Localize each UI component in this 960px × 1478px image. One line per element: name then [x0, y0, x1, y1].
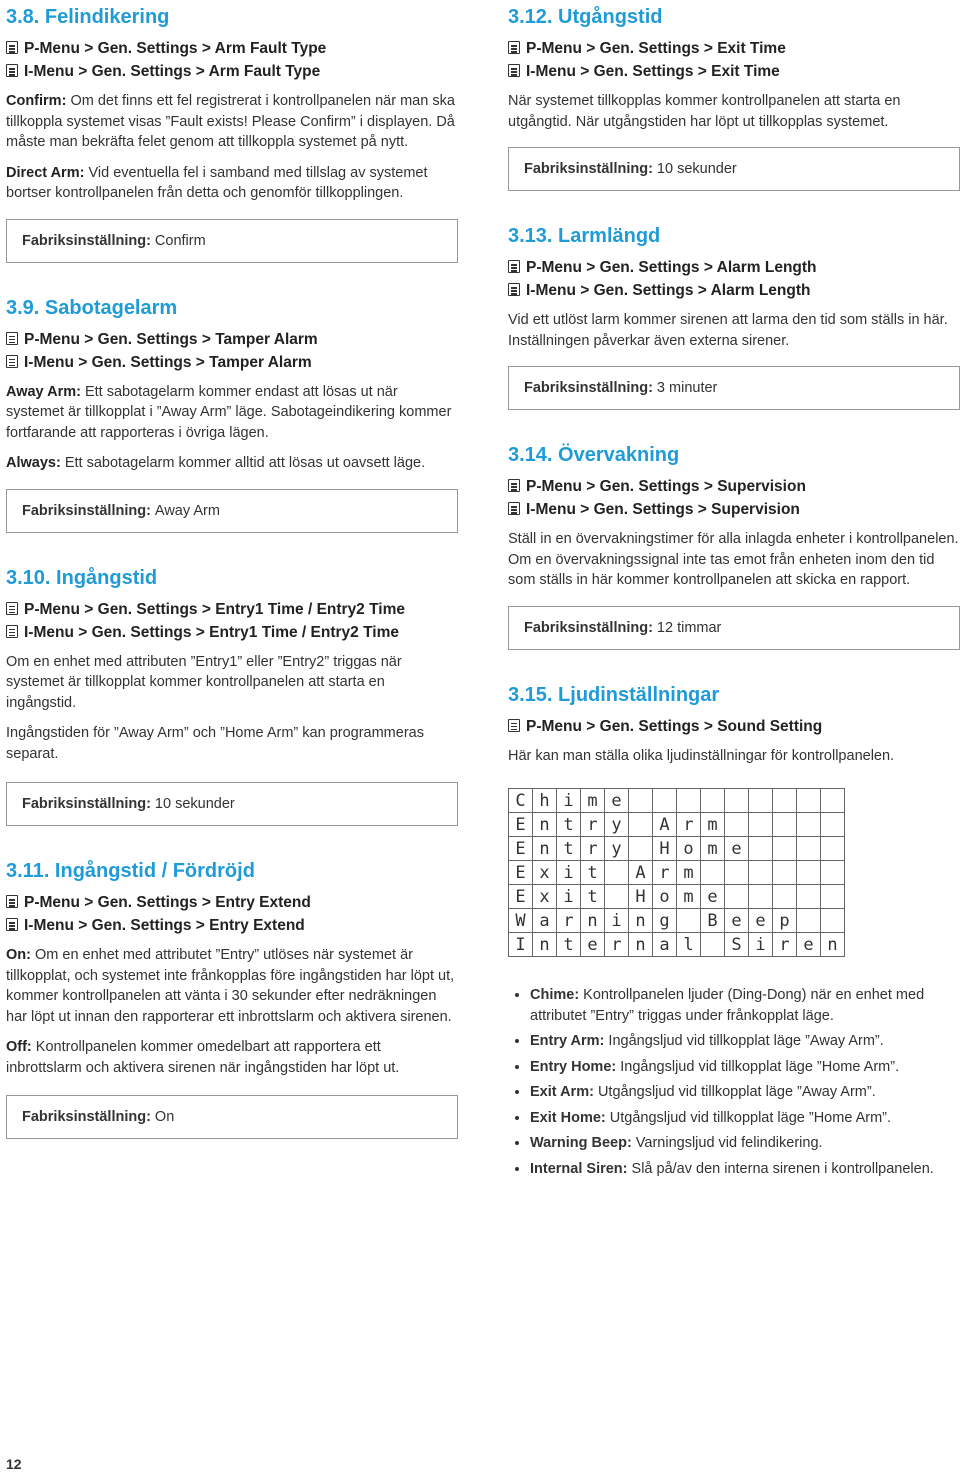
lcd-cell: e	[605, 789, 629, 813]
lcd-cell: C	[509, 789, 533, 813]
lcd-cell	[797, 789, 821, 813]
lcd-cell	[701, 861, 725, 885]
list-item: • Exit Arm: Utgångsljud vid tillkopplat läge ”Away Arm”.	[530, 1082, 960, 1103]
section-title: 3.10. Ingångstid	[6, 566, 158, 589]
document-icon	[508, 283, 520, 296]
paragraph: Confirm: Om det finns ett fel registrerat i kontrollpanelen när man ska tillkoppla systemet visas ”Fault exists! Please Confirm” i displayen. Då måste man bekräfta felet genom att tillkoppla systemet på nytt.	[6, 93, 455, 150]
lcd-cell: m	[677, 861, 701, 885]
lcd-cell: x	[533, 885, 557, 909]
lcd-cell	[605, 885, 629, 909]
lcd-cell	[821, 885, 845, 909]
paragraph: Always: Ett sabotagelarm kommer alltid att lösas ut oavsett läge.	[6, 455, 426, 471]
section-3-15	[508, 650, 960, 1180]
document-icon	[6, 602, 18, 615]
lcd-cell	[821, 909, 845, 933]
lcd-cell: n	[581, 909, 605, 933]
lcd-cell: x	[533, 861, 557, 885]
document-icon	[508, 260, 520, 273]
lcd-cell: a	[653, 933, 677, 957]
menu-path-p: P-Menu > Gen. Settings > Entry1 Time / Entry2 Time	[6, 598, 458, 621]
document-icon	[508, 64, 520, 77]
lcd-cell	[797, 861, 821, 885]
list-item: • Exit Home: Utgångsljud vid tillkopplat läge ”Home Arm”.	[530, 1108, 960, 1129]
section-title: 3.15. Ljudinställningar	[508, 683, 720, 706]
lcd-cell: A	[629, 861, 653, 885]
lcd-cell: o	[677, 837, 701, 861]
lcd-cell: E	[509, 837, 533, 861]
document-icon	[508, 479, 520, 492]
menu-path-i: I-Menu > Gen. Settings > Alarm Length	[508, 279, 960, 302]
paragraph: On: Om en enhet med attributet ”Entry” utlöses när systemet är tillkopplat, och systemet inte frånkopplas före ingångstiden har löpt ut, kommer kontrollpanelen att vänta i 30 sekunder efter nedräkningen har löpt ut innan den rapporterar ett inbrottslarm och aktivera sirenen.	[6, 947, 455, 1025]
lcd-cell	[605, 861, 629, 885]
lcd-cell: H	[629, 885, 653, 909]
lcd-cell: o	[653, 885, 677, 909]
left-column	[6, 0, 458, 1139]
menu-path-i: I-Menu > Gen. Settings > Tamper Alarm	[6, 351, 458, 374]
lcd-cell: e	[797, 933, 821, 957]
lcd-cell	[821, 813, 845, 837]
lcd-cell: S	[725, 933, 749, 957]
lcd-row	[509, 909, 845, 933]
lcd-cell	[821, 837, 845, 861]
document-icon	[6, 918, 18, 931]
lcd-cell	[749, 789, 773, 813]
section-title: 3.9. Sabotagelarm	[6, 296, 178, 319]
list-item: • Internal Siren: Slå på/av den interna sirenen i kontrollpanelen.	[530, 1159, 960, 1180]
lcd-cell: m	[701, 837, 725, 861]
lcd-cell: g	[653, 909, 677, 933]
lcd-cell: p	[773, 909, 797, 933]
lcd-cell	[749, 813, 773, 837]
lcd-cell	[629, 789, 653, 813]
default-setting-box: Fabriksinställning: Away Arm	[6, 489, 458, 533]
document-icon	[6, 332, 18, 345]
lcd-cell	[725, 885, 749, 909]
lcd-row	[509, 837, 845, 861]
sound-setting-list	[508, 985, 960, 1179]
lcd-cell: r	[557, 909, 581, 933]
lcd-cell: e	[749, 909, 773, 933]
menu-path-i: I-Menu > Gen. Settings > Entry1 Time / Entry2 Time	[6, 621, 458, 644]
section-3-13	[508, 191, 960, 410]
document-icon	[6, 41, 18, 54]
list-item: • Entry Arm: Ingångsljud vid tillkopplat läge ”Away Arm”.	[530, 1031, 960, 1052]
list-item: • Warning Beep: Varningsljud vid felindikering.	[530, 1133, 960, 1154]
lcd-cell: m	[581, 789, 605, 813]
document-icon	[6, 64, 18, 77]
lcd-cell	[797, 813, 821, 837]
list-item: • Chime: Kontrollpanelen ljuder (Ding-Dong) när en enhet med attributet ”Entry” triggas under frånkopplat läge.	[530, 985, 960, 1026]
lcd-cell: t	[557, 933, 581, 957]
menu-path-p: P-Menu > Gen. Settings > Arm Fault Type	[6, 37, 458, 60]
paragraph: Away Arm: Ett sabotagelarm kommer endast att lösas ut när systemet är tillkopplat i ”Away Arm” läge. Sabotageindikering kommer fortfarande att rapporteras i övriga lägen.	[6, 383, 452, 441]
menu-path-p: P-Menu > Gen. Settings > Supervision	[508, 475, 960, 498]
lcd-cell: i	[557, 885, 581, 909]
lcd-cell	[773, 789, 797, 813]
lcd-cell	[629, 813, 653, 837]
lcd-cell	[653, 789, 677, 813]
menu-path-p: P-Menu > Gen. Settings > Alarm Length	[508, 256, 960, 279]
lcd-cell: I	[509, 933, 533, 957]
lcd-cell: r	[605, 933, 629, 957]
lcd-cell	[749, 861, 773, 885]
section-title: 3.13. Larmlängd	[508, 225, 661, 247]
section-title: 3.8. Felindikering	[6, 6, 170, 28]
lcd-row	[509, 885, 845, 909]
lcd-cell	[821, 789, 845, 813]
section-3-8	[6, 0, 458, 263]
default-setting-box: Fabriksinställning: 10 sekunder	[508, 147, 960, 191]
lcd-cell: n	[533, 933, 557, 957]
lcd-cell: E	[509, 885, 533, 909]
document-icon	[508, 502, 520, 515]
lcd-cell: i	[557, 861, 581, 885]
lcd-cell: m	[701, 813, 725, 837]
lcd-cell: t	[581, 861, 605, 885]
lcd-cell: y	[605, 837, 629, 861]
lcd-row	[509, 861, 845, 885]
lcd-cell	[797, 885, 821, 909]
lcd-cell: e	[581, 933, 605, 957]
section-title: 3.12. Utgångstid	[508, 6, 663, 28]
lcd-cell: A	[653, 813, 677, 837]
lcd-cell: r	[581, 813, 605, 837]
lcd-cell	[725, 789, 749, 813]
list-item: • Entry Home: Ingångsljud vid tillkopplat läge ”Home Arm”.	[530, 1057, 960, 1078]
lcd-cell: h	[533, 789, 557, 813]
page-number: 12	[6, 1456, 22, 1472]
document-icon	[6, 625, 18, 638]
lcd-cell	[773, 861, 797, 885]
lcd-cell	[773, 885, 797, 909]
lcd-cell	[629, 837, 653, 861]
lcd-cell: t	[581, 885, 605, 909]
lcd-cell: e	[725, 837, 749, 861]
menu-path-p: P-Menu > Gen. Settings > Tamper Alarm	[6, 328, 458, 351]
lcd-cell: n	[629, 909, 653, 933]
lcd-cell	[797, 909, 821, 933]
lcd-cell: n	[629, 933, 653, 957]
lcd-cell: t	[557, 837, 581, 861]
menu-path-i: I-Menu > Gen. Settings > Entry Extend	[6, 914, 458, 937]
document-icon	[6, 895, 18, 908]
document-icon	[508, 719, 520, 732]
default-setting-box: Fabriksinställning: Confirm	[6, 219, 458, 263]
lcd-cell: i	[749, 933, 773, 957]
lcd-cell	[749, 885, 773, 909]
lcd-cell	[725, 861, 749, 885]
document-icon	[6, 355, 18, 368]
section-3-10	[6, 533, 458, 827]
paragraph: Direct Arm: Vid eventuella fel i samband med tillslag av systemet bortser kontrollpanelen från detta och genomför tillkopplingen.	[6, 164, 428, 201]
lcd-cell: B	[701, 909, 725, 933]
lcd-cell: W	[509, 909, 533, 933]
lcd-cell: m	[677, 885, 701, 909]
lcd-cell	[749, 837, 773, 861]
section-title: 3.11. Ingångstid / Fördröjd	[6, 860, 255, 882]
right-column	[508, 0, 960, 1184]
paragraph: När systemet tillkopplas kommer kontrollpanelen att starta en utgångtid. När utgångstiden har löpt ut tillkopplas systemet.	[508, 93, 901, 130]
paragraph: Ställ in en övervakningstimer för alla inlagda enheter i kontrollpanelen. Om en övervakningssignal inte tas emot från enheten inom den tid som ställs in här kommer kontrollpanelen att skicka en rapport.	[508, 531, 959, 588]
lcd-cell	[797, 837, 821, 861]
section-3-14	[508, 410, 960, 650]
default-setting-box: Fabriksinställning: 12 timmar	[508, 606, 960, 650]
lcd-cell: H	[653, 837, 677, 861]
paragraph: Off: Kontrollpanelen kommer omedelbart att rapportera ett inbrottslarm och aktivera sirenen när ingångstiden har löpt ut.	[6, 1039, 400, 1076]
paragraph: Här kan man ställa olika ljudinställningar för kontrollpanelen.	[508, 747, 895, 764]
default-setting-box: Fabriksinställning: 3 minuter	[508, 366, 960, 410]
lcd-cell: E	[509, 861, 533, 885]
paragraph: Vid ett utlöst larm kommer sirenen att larma den tid som ställs in här. Inställningen påverkar även externa sirener.	[508, 312, 948, 349]
lcd-cell: E	[509, 813, 533, 837]
menu-path-p: P-Menu > Gen. Settings > Exit Time	[508, 37, 960, 60]
lcd-cell: e	[701, 885, 725, 909]
lcd-cell: n	[533, 837, 557, 861]
lcd-cell: i	[557, 789, 581, 813]
default-setting-box: Fabriksinställning: On	[6, 1095, 458, 1139]
section-title: 3.14. Övervakning	[508, 444, 680, 466]
lcd-cell: n	[533, 813, 557, 837]
section-3-12	[508, 0, 960, 191]
lcd-cell: r	[581, 837, 605, 861]
document-icon	[508, 41, 520, 54]
lcd-cell	[701, 789, 725, 813]
lcd-cell: n	[821, 933, 845, 957]
lcd-cell: l	[677, 933, 701, 957]
lcd-cell: y	[605, 813, 629, 837]
paragraph: Ingångstiden för ”Away Arm” och ”Home Arm” kan programmeras separat.	[6, 725, 424, 762]
lcd-cell: t	[557, 813, 581, 837]
lcd-cell: r	[677, 813, 701, 837]
lcd-display	[508, 788, 845, 957]
lcd-cell	[677, 789, 701, 813]
lcd-cell	[773, 813, 797, 837]
menu-path-i: I-Menu > Gen. Settings > Exit Time	[508, 60, 960, 83]
section-3-9	[6, 263, 458, 533]
lcd-row	[509, 933, 845, 957]
lcd-cell: e	[725, 909, 749, 933]
lcd-cell: i	[605, 909, 629, 933]
lcd-row	[509, 789, 845, 813]
section-3-11	[6, 826, 458, 1139]
menu-path-i: I-Menu > Gen. Settings > Arm Fault Type	[6, 60, 458, 83]
lcd-cell	[701, 933, 725, 957]
lcd-cell	[725, 813, 749, 837]
lcd-cell	[821, 861, 845, 885]
lcd-cell: r	[653, 861, 677, 885]
lcd-row	[509, 813, 845, 837]
paragraph: Om en enhet med attributen ”Entry1” eller ”Entry2” triggas när systemet är tillkopplat kommer kontrollpanelen att starta en ingångstid.	[6, 653, 402, 711]
lcd-cell: r	[773, 933, 797, 957]
lcd-cell	[677, 909, 701, 933]
menu-path-p: P-Menu > Gen. Settings > Entry Extend	[6, 891, 458, 914]
default-setting-box: Fabriksinställning: 10 sekunder	[6, 782, 458, 826]
menu-path-p: P-Menu > Gen. Settings > Sound Setting	[508, 715, 960, 738]
lcd-cell	[773, 837, 797, 861]
menu-path-i: I-Menu > Gen. Settings > Supervision	[508, 498, 960, 521]
lcd-cell: a	[533, 909, 557, 933]
